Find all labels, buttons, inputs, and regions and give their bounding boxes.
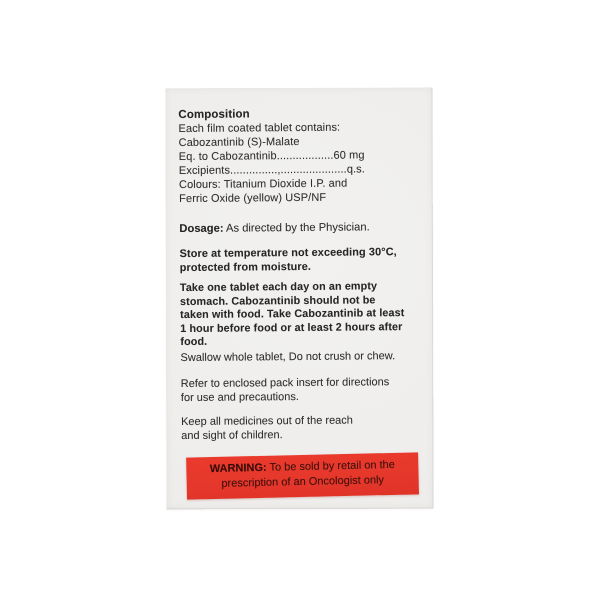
warning-label: WARNING: bbox=[209, 461, 267, 476]
pack-insert-line: Refer to enclosed pack insert for directions bbox=[180, 376, 390, 391]
keep-away-section bbox=[181, 415, 353, 443]
composition-heading: Composition bbox=[178, 108, 250, 122]
composition-line: Excipients...............,.....................q.s. bbox=[178, 163, 365, 178]
warning-text: To be sold by retail on the bbox=[266, 458, 395, 474]
administration-line: Take one tablet each day on an empty bbox=[179, 280, 378, 295]
keep-away-line: Keep all medicines out of the reach bbox=[181, 414, 353, 429]
swallow-note: Swallow whole tablet, Do not crush or chew. bbox=[180, 350, 396, 365]
dosage-text: As directed by the Physician. bbox=[223, 221, 370, 235]
medicine-carton-panel bbox=[165, 88, 433, 510]
composition-line: Cabozantinib (S)-Malate bbox=[178, 135, 300, 150]
storage-line: protected from moisture. bbox=[179, 260, 312, 274]
administration-section bbox=[180, 280, 405, 349]
warning-line-2: prescription of an Oncologist only bbox=[221, 474, 385, 490]
dosage-label: Dosage: bbox=[179, 222, 224, 236]
composition-line: Eq. to Cabozantinib..................60 mg bbox=[178, 149, 365, 164]
composition-line: Colours: Titanium Dioxide I.P. and bbox=[178, 177, 348, 192]
storage-line: Store at temperature not exceeding 30°C, bbox=[179, 246, 397, 261]
warning-sticker bbox=[186, 452, 419, 499]
composition-line: Ferric Oxide (yellow) USP/NF bbox=[179, 191, 327, 206]
administration-line: 1 hour before food or at least 2 hours after bbox=[180, 320, 403, 335]
composition-section bbox=[178, 106, 365, 206]
storage-section bbox=[180, 246, 397, 275]
administration-line: food. bbox=[180, 335, 208, 349]
label-text-area bbox=[164, 87, 435, 510]
administration-line: taken with food. Take Cabozantinib at least bbox=[180, 307, 405, 322]
composition-line: Each film coated tablet contains: bbox=[178, 121, 341, 136]
pack-insert-section bbox=[181, 376, 390, 405]
keep-away-line: and sight of children. bbox=[181, 428, 283, 442]
dosage-section bbox=[179, 221, 369, 235]
administration-line: stomach. Cabozantinib should not be bbox=[179, 293, 376, 308]
pack-insert-line: for use and precautions. bbox=[180, 390, 299, 404]
